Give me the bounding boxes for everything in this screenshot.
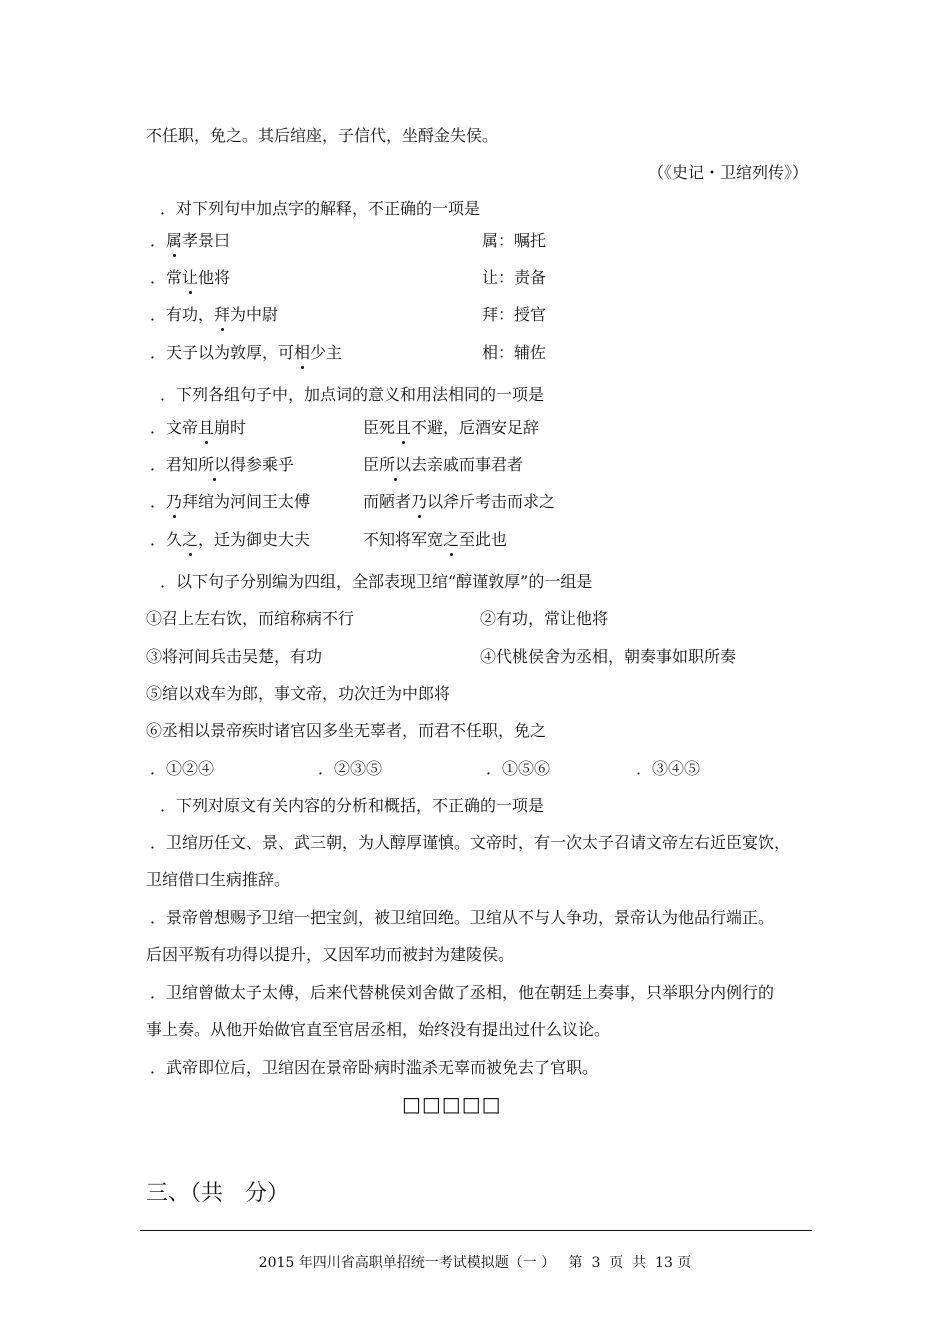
- q4-option-c-line1: ．卫绾曾做太子太傅，后来代替桃侯刘舍做了丞相，他在朝廷上奏事，只举职分内例行的: [150, 983, 775, 1002]
- q2-option-a-right: 臣死且不避，卮酒安足辞: [363, 418, 540, 437]
- q1-option-a: ．属孝景曰: [150, 231, 231, 250]
- q3-item-2: ②有功，常让他将: [480, 609, 609, 628]
- q2-option-d-right: 不知将军宽之至此也: [363, 530, 508, 549]
- q4-option-a-line2: 卫绾借口生病推辞。: [146, 870, 291, 889]
- page-footer: [0, 1252, 950, 1272]
- q4-option-b-line1: ．景帝曾想赐予卫绾一把宝剑，被卫绾回绝。卫绾从不与人争功，景帝认为他品行端正。: [150, 908, 775, 927]
- q2-option-a-left: ．文帝且崩时: [150, 418, 247, 437]
- q2-option-d-left: ．久之，迁为御史大夫: [150, 530, 311, 549]
- q2-option-c-left: ．乃拜绾为河间王太傅: [150, 492, 311, 511]
- q4-option-d: ．武帝即位后，卫绾因在景帝卧病时滥杀无辜而被免去了官职。: [150, 1058, 599, 1077]
- passage-source: （《史记・卫绾列传》）: [648, 163, 809, 182]
- section-heading: 三、（共 分）: [146, 1181, 290, 1206]
- q3-item-5: ⑤绾以戏车为郎，事文帝，功次迁为中郎将: [146, 684, 451, 703]
- q2-option-b-left: ．君知所以得参乘乎: [150, 455, 295, 474]
- q4-stem: ．下列对原文有关内容的分析和概括，不正确的一项是: [160, 796, 545, 815]
- q3-choice-c: ．①⑤⑥: [486, 759, 551, 778]
- footer-divider: [140, 1230, 812, 1231]
- q3-item-3: ③将河间兵击吴楚，有功: [146, 647, 323, 666]
- passage-last-line: 不任职，免之。其后绾座，子信代，坐酹金失侯。: [146, 126, 499, 145]
- q4-option-b-line2: 后因平叛有功得以提升，又因军功而被封为建陵侯。: [146, 945, 515, 964]
- q3-choice-b: ．②③⑤: [318, 759, 383, 778]
- q1-option-d-def: 相：辅佐: [482, 343, 547, 362]
- q1-option-b: ．常让他将: [150, 268, 231, 287]
- q2-stem: ．下列各组句子中，加点词的意义和用法相同的一项是: [160, 385, 545, 404]
- q1-option-d: ．天子以为敦厚，可相少主: [150, 343, 343, 362]
- q1-option-a-def: 属：嘱托: [482, 231, 547, 250]
- q3-item-6: ⑥丞相以景帝疾时诸官囚多坐无辜者，而君不任职，免之: [146, 721, 547, 740]
- q3-item-4: ④代桃侯舍为丞相，朝奏事如职所奏: [480, 647, 737, 666]
- footer-text: 2015 年四川省高职单招统一考试模拟题（一 ） 第 3 页 共 13 页: [258, 1255, 692, 1271]
- q3-item-1: ①召上左右饮，而绾称病不行: [146, 609, 355, 628]
- q4-option-c-line2: 事上奏。从他开始做官直至官居丞相，始终没有提出过什么议论。: [146, 1020, 611, 1039]
- q1-stem: ．对下列句中加点字的解释，不正确的一项是: [160, 199, 481, 218]
- placeholder-boxes: □□□□□: [402, 1092, 502, 1116]
- q1-option-c-def: 拜：授官: [482, 305, 547, 324]
- q1-option-c: ．有功，拜为中尉: [150, 305, 279, 324]
- q3-choice-a: ．①②④: [150, 759, 215, 778]
- q2-option-b-right: 臣所以去亲戚而事君者: [363, 455, 524, 474]
- q4-option-a-line1: ．卫绾历任文、景、武三朝，为人醇厚谨慎。文帝时，有一次太子召请文帝左右近臣宴饮，: [150, 833, 791, 852]
- q3-choice-d: ．③④⑤: [636, 759, 701, 778]
- q1-option-b-def: 让：责备: [482, 268, 547, 287]
- q2-option-c-right: 而陋者乃以斧斤考击而求之: [363, 492, 556, 511]
- q3-stem: ．以下句子分别编为四组，全部表现卫绾“醇谨敦厚”的一组是: [160, 572, 593, 591]
